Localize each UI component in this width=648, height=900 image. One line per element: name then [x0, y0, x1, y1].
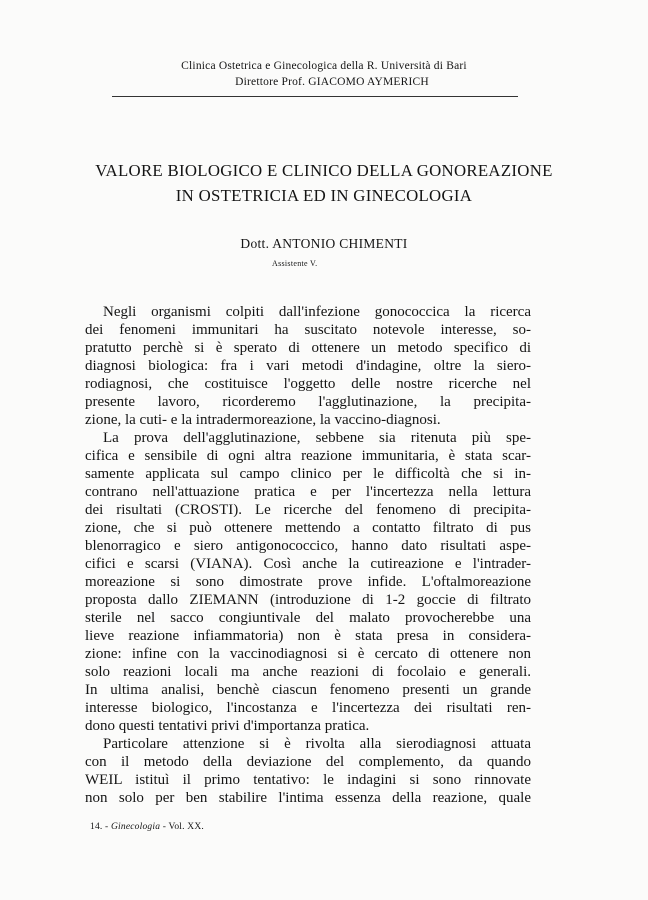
body-line: cifici e scarsi (VIANA). Così anche la cutireazione e l'intrader- [85, 556, 531, 572]
body-line: cifica e sensibile di ogni altra reazione immunitaria, è stata scar- [85, 448, 531, 464]
body-line: Negli organismi colpiti dall'infezione gonococcica la ricerca [103, 304, 531, 320]
footer-page-number: 14. - [90, 822, 111, 832]
article-title-line-2: IN OSTETRICIA ED IN GINECOLOGIA [175, 186, 473, 205]
body-line: dono questi tentativi privi d'importanza pratica. [85, 718, 370, 734]
body-line: zione, la cuti- e la intradermoreazione, la vaccino-diagnosi. [85, 412, 441, 428]
page-footer [90, 822, 204, 832]
body-line: interesse biologico, l'incostanza e l'incertezza dei risultati ren- [85, 700, 531, 716]
footer-volume: - Vol. XX. [160, 822, 204, 832]
body-line: contrano nell'attuazione pratica e per l'incertezza nella lettura [85, 484, 531, 500]
body-line: Particolare attenzione si è rivolta alla sierodiagnosi attuata [103, 736, 531, 752]
body-line: proposta dallo ZIEMANN (introduzione di 1-2 goccie di filtrato [85, 592, 531, 608]
body-line: zione, che si può ottenere mettendo a contatto filtrato di pus [85, 520, 531, 536]
article-title-line-1: VALORE BIOLOGICO E CLINICO DELLA GONOREAZIONE [95, 161, 553, 180]
body-line: zione: infine con la vaccinodiagnosi si è cercato di ottenere non [85, 646, 531, 662]
body-line: WEIL istituì il primo tentativo: le indagini si sono rinnovate [85, 772, 531, 788]
body-line: dei risultati (CROSTI). Le ricerche del fenomeno di precipita- [85, 502, 531, 518]
author-name: Dott. ANTONIO CHIMENTI [240, 236, 408, 251]
body-line: lieve reazione infiammatoria) non è stata presa in considera- [85, 628, 531, 644]
body-line: pratutto perchè si è sperato di ottenere un metodo specifico di [85, 340, 531, 356]
body-line: blenorragico e siero antigonococcico, hanno dato risultati aspe- [85, 538, 531, 554]
institution-header: Clinica Ostetrica e Ginecologica della R. Università di Bari [181, 60, 467, 72]
body-line: rodiagnosi, che costituisce l'oggetto delle nostre ricerche nel [85, 376, 531, 392]
body-line: dei fenomeni immunitari ha suscitato notevole interesse, so- [85, 322, 531, 338]
body-line: non solo per ben stabilire l'intima essenza della reazione, quale [85, 790, 531, 806]
author-role: Assistente V. [272, 259, 318, 268]
body-line: sterile nel sacco congiuntivale del malato provocherebbe una [85, 610, 531, 626]
body-line: moreazione si sono dimostrate prove infide. L'oftalmoreazione [85, 574, 531, 590]
body-line: solo reazioni locali ma anche reazioni di focolaio e generali. [85, 664, 531, 680]
director-line: Direttore Prof. GIACOMO AYMERICH [235, 76, 429, 88]
footer-journal: Ginecologia [111, 822, 161, 832]
header-rule [112, 96, 518, 97]
body-line: La prova dell'agglutinazione, sebbene sia ritenuta più spe- [103, 430, 531, 446]
body-line: In ultima analisi, benchè ciascun fenomeno presenti un grande [85, 682, 531, 698]
body-line: samente applicata sul campo clinico per le difficoltà che si in- [85, 466, 531, 482]
body-line: diagnosi biologica: fra i vari metodi d'indagine, oltre la siero- [85, 358, 531, 374]
body-line: con il metodo della deviazione del complemento, da quando [85, 754, 531, 770]
body-line: presente lavoro, ricorderemo l'agglutinazione, la precipita- [85, 394, 531, 410]
